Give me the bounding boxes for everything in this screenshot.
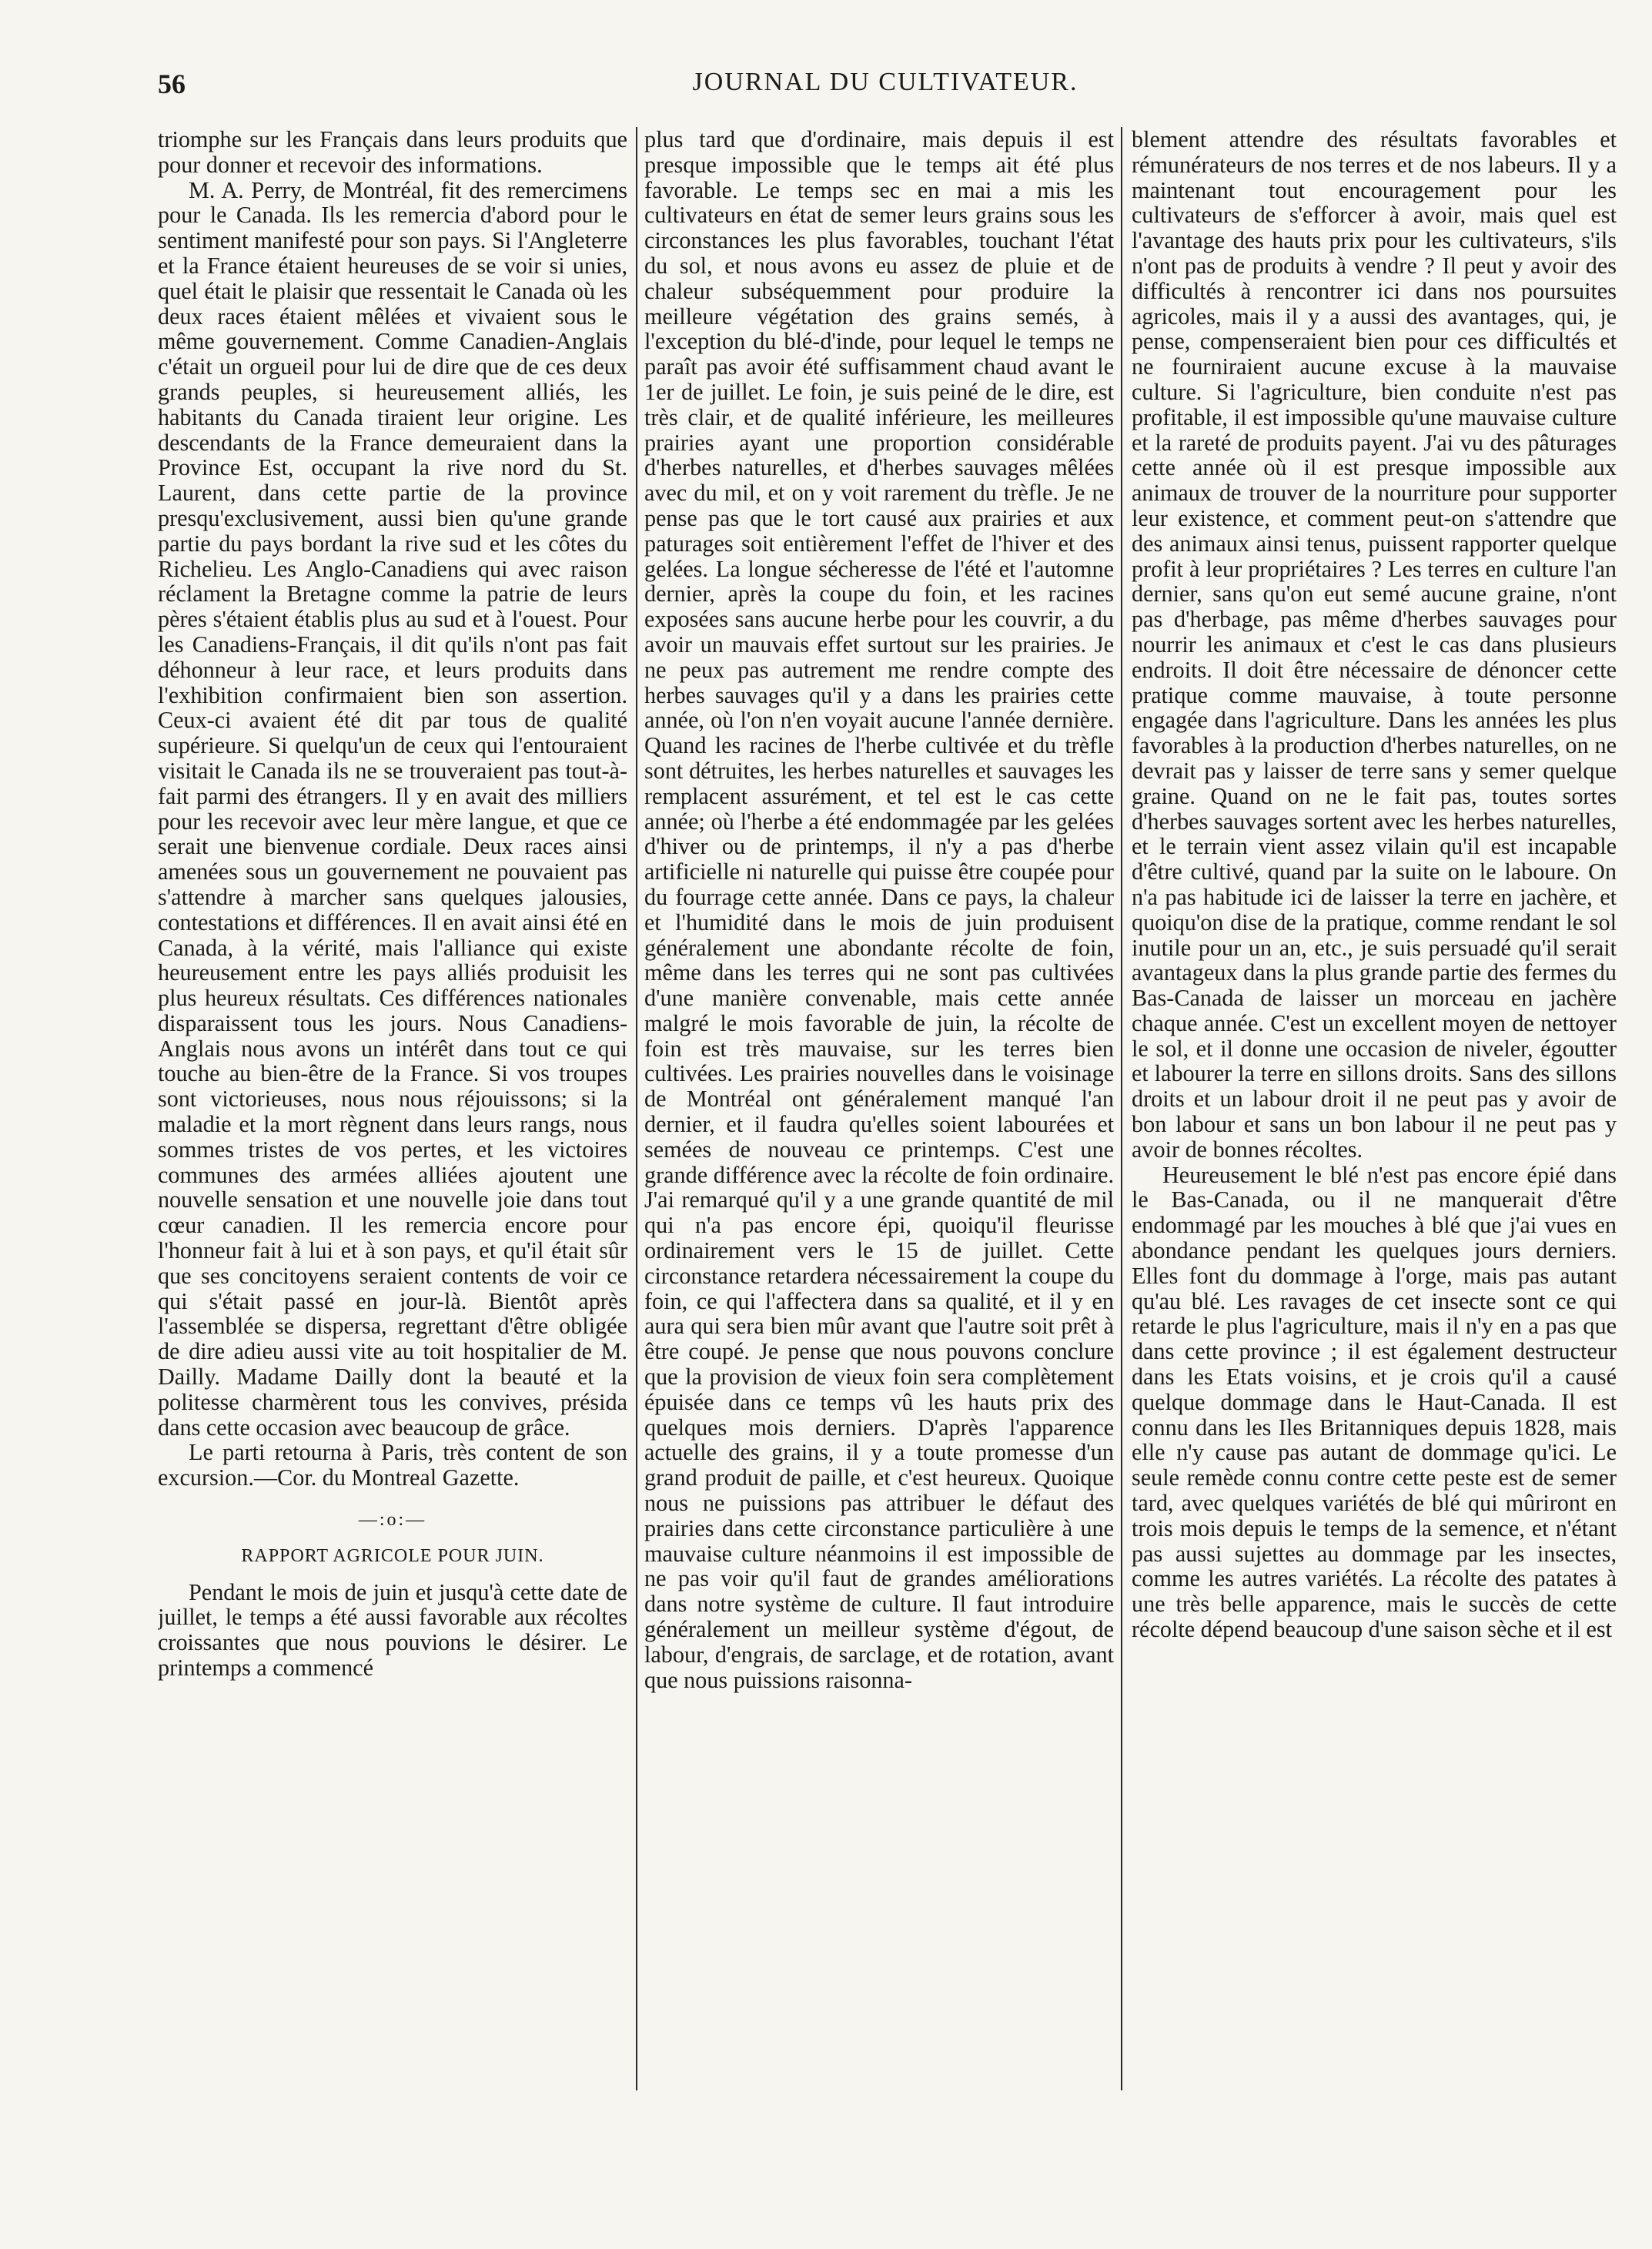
- paragraph: plus tard que d'ordinaire, mais depuis il est presque impossible que le temps ait été plus favorable. Le temps sec en mai a mis les cultivateurs en état de semer leurs grains sous les circonstances les plus favorables, touchant l'état du sol, et nous avons eu assez de pluie et de chaleur subséquemment pour produire la meilleure végétation des grains semés, à l'exception du blé-d'inde, pour lequel le temps ne paraît pas avoir été suffisamment chaud avant le 1er de juillet. Le foin, je suis peiné de le dire, est très clair, et de qualité inférieure, les meilleures prairies ayant une proportion considérable d'herbes naturelles, et d'herbes sauvages mêlées avec du mil, et on y voit rarement du trèfle. Je ne pense pas que le tort causé aux prairies et aux paturages soit entièrement l'effet de l'hiver et des gelées. La longue sécheresse de l'été et l'automne dernier, après la coupe du foin, et les racines exposées sans aucune herbe pour les couvrir, a du avoir un mauvais effet surtout sur les prairies. Je ne peux pas autrement me rendre compte des herbes sauvages qu'il y a dans les prairies cette année, où l'on n'en voyait aucune l'année dernière. Quand les racines de l'herbe cultivée et du trèfle sont détruites, les herbes naturelles et sauvages les remplacent assurément, et tel est le cas cette année; où l'herbe a été endommagée par les gelées d'hiver ou de printemps, il n'y a pas d'herbe artificielle ni naturelle qui puisse être coupée pour du fourrage cette année. Dans ce pays, la chaleur et l'humidité dans le mois de juin produisent généralement une abondante récolte de foin, même dans les terres qui ne sont pas cultivées d'une manière convenable, mais cette année malgré le mois favorable de juin, la récolte de foin est très mauvaise, sur les terres bien cultivées. Les prairies nouvelles dans le voisinage de Montréal ont généralement manqué l'an dernier, et il faudra qu'elles soient labourées et semées de nouveau ce printemps. C'est une grande différence avec la récolte de foin ordinaire. J'ai remarqué qu'il y a une grande quantité de mil qui n'a pas encore épi, quoiqu'il fleurisse ordinairement vers le 15 de juillet. Cette circonstance retardera nécessairement la coupe du foin, ce qui l'affectera dans sa qualité, et il y en aura qui sera bien mûr avant que l'autre soit prêt à être coupé. Je pense que nous pouvons conclure que la provision de vieux foin sera complètement épuisée dans ce temps vû les hauts prix des quelques mois derniers. D'après l'apparence actuelle des grains, il y a toute promesse d'un grand produit de paille, et c'est heureux. Quoique nous ne puissions pas attribuer le défaut des prairies dans cette circonstance particulière à une mauvaise culture néanmoins il est impossible de ne pas voir qu'il faut de grandes améliorations dans notre système de culture. Il faut introduire généralement un meilleur système d'égout, de labour, d'engrais, de sarclage, et de rotation, avant que nous puissions raisonna-: [644, 127, 1114, 1693]
- article-columns: [158, 127, 1617, 2090]
- paragraph: Pendant le mois de juin et jusqu'à cette date de juillet, le temps a été aussi favorable aux récoltes croissantes que nous pouvions le désirer. Le printemps a commencé: [158, 1578, 627, 1682]
- paragraph: Le parti retourna à Paris, très content de son excursion.—Cor. du Montreal Gazette.: [158, 1439, 627, 1491]
- paragraph: M. A. Perry, de Montréal, fit des remercimens pour le Canada. Ils les remercia d'abord pour le sentiment manifesté pour son pays. Si l'Angleterre et la France étaient heureuses de se voir si unies, quel était le plaisir que ressentait le Canada où les deux races étaient mêlées et vivaient sous le même gouvernement. Comme Canadien-Anglais c'était un orgueil pour lui de dire que de ces deux grands peuples, si heureusement alliés, les habitants du Canada tiraient leur origine. Les descendants de la France demeuraient dans la Province Est, occupant la rive nord du St. Laurent, dans cette partie de la province presqu'exclusivement, aussi bien qu'une grande partie du pays bordant la rive sud et les côtes du Richelieu. Les Anglo-Canadiens qui avec raison réclament la Bretagne comme la patrie de leurs pères s'étaient établis plus au sud et à l'ouest. Pour les Canadiens-Français, il dit qu'ils n'ont pas fait déhonneur à leur race, et leurs produits dans l'exhibition confirmaient bien son assertion. Ceux-ci avaient été dit par tous de qualité supérieure. Si quelqu'un de ceux qui l'entouraient visitait le Canada ils ne se trouveraient pas tout-à-fait parmi des étrangers. Il y en avait des milliers pour les recevoir avec leur mère langue, et que ce serait une bienvenue cordiale. Deux races ainsi amenées sous un gouvernement ne pouvaient pas s'attendre à marcher sans quelques jalousies, contestations et différences. Il en avait ainsi été en Canada, à la vérité, mais l'alliance qui existe heureusement entre les pays alliés produisit les plus heureux résultats. Ces différences nationales disparaissent tous les jours. Nous Canadiens-Anglais nous avons un intérêt dans tout ce qui touche au bien-être de la France. Si vos troupes sont victorieuses, nous nous réjouissons; si la maladie et la mort règnent dans leurs rangs, nous sommes tristes de vos pertes, et les victoires communes des armées alliées ajoutent une nouvelle sensation et une nouvelle joie dans tout cœur canadien. Il les remercia encore pour l'honneur fait à lui et à son pays, et qu'il était sûr que ses concitoyens seraient contents de voir ce qui s'était passé en jour-là. Bientôt après l'assemblée se dispersa, regrettant d'être obligée de dire adieu aussi vite au toit hospitalier de M. Dailly. Madame Dailly dont la beauté et la politesse charmèrent tous les convives, présida dans cette occasion avec beaucoup de grâce.: [158, 176, 627, 1441]
- paragraph: triomphe sur les Français dans leurs produits que pour donner et recevoir des informations.: [158, 127, 627, 178]
- section-title: RAPPORT AGRICOLE POUR JUIN.: [241, 1545, 544, 1566]
- page-number: 56: [158, 69, 186, 99]
- paragraph: Heureusement le blé n'est pas encore épié dans le Bas-Canada, ou il ne manquerait d'être endommagé par les mouches à blé que j'ai vues en abondance pendant les quelques jours derniers. Elles font du dommage à l'orge, mais pas autant qu'au blé. Les ravages de cet insecte sont ce qui retarde le plus l'agriculture, mais il n'y en a pas que dans cette province ; il est également destructeur dans les Etats voisins, et je crois qu'il a causé quelque dommage dans le Haut-Canada. Il est connu dans les Iles Britanniques depuis 1828, mais elle n'y cause pas autant de dommage qu'ici. Le seule remède connu contre cette peste est de semer tard, avec quelques variétés de blé qui mûriront en trois mois depuis le temps de la semence, et n'étant pas aussi sujettes au dommage par les insectes, comme les autres variétés. La récolte des patates à une très belle apparence, mais le succès de cette récolte dépend beaucoup d'une saison sèche et il est: [1132, 1161, 1617, 1643]
- journal-title: JOURNAL DU CULTIVATEUR.: [692, 68, 1078, 96]
- column-1: [158, 127, 627, 2090]
- section-ornament: —:o:—: [358, 1510, 427, 1531]
- column-3: [1132, 127, 1617, 2090]
- page-header: [158, 68, 1613, 102]
- column-2: [644, 127, 1114, 2090]
- paragraph: blement attendre des résultats favorables et rémunérateurs de nos terres et de nos labeurs. Il y a maintenant tout encouragement pour les cultivateurs de s'efforcer à avoir, mais quel est l'avantage des hauts prix pour les cultivateurs, s'ils n'ont pas de produits à vendre ? Il peut y avoir des difficultés à rencontrer ici dans nos poursuites agricoles, mais il y a aussi des avantages, qui, je pense, compenseraient bien pour ces difficultés et ne fourniraient aucune excuse à la mauvaise culture. Si l'agriculture, bien conduite n'est pas profitable, il est impossible qu'une mauvaise culture et la rareté de produits payent. J'ai vu des pâturages cette année où il est presque impossible aux animaux de trouver de la nourriture pour supporter leur existence, et comment peut-on s'attendre que des animaux ainsi tenus, puissent rapporter quelque profit à leur propriétaires ? Les terres en culture l'an dernier, sans qu'on eut semé aucune graine, n'ont pas d'herbage, pas même d'herbes sauvages pour nourrir les animaux et c'est le cas dans plusieurs endroits. Il doit être nécessaire de dénoncer cette pratique comme mauvaise, à toute personne engagée dans l'agriculture. Dans les années les plus favorables à la production d'herbes naturelles, on ne devrait pas y laisser de terre sans y semer quelque graine. Quand on ne le fait pas, toutes sortes d'herbes sauvages sortent avec les herbes naturelles, et le terrain vient assez vilain qu'il est incapable d'être cultivé, quand par la suite on le laboure. On n'a pas habitude ici de laisser la terre en jachère, et quoiqu'on dise de la pratique, comme rendant le sol inutile pour un an, etc., je suis persuadé qu'il serait avantageux dans la plus grande partie des fermes du Bas-Canada de laisser un morceau en jachère chaque année. C'est un excellent moyen de nettoyer le sol, et il donne une occasion de niveler, égoutter et labourer la terre en sillons droits. Sans des sillons droits et un labour droit il ne peut pas y avoir de bon labour et sans un bon labour il ne peut pas y avoir de bonnes récoltes.: [1132, 127, 1617, 1163]
